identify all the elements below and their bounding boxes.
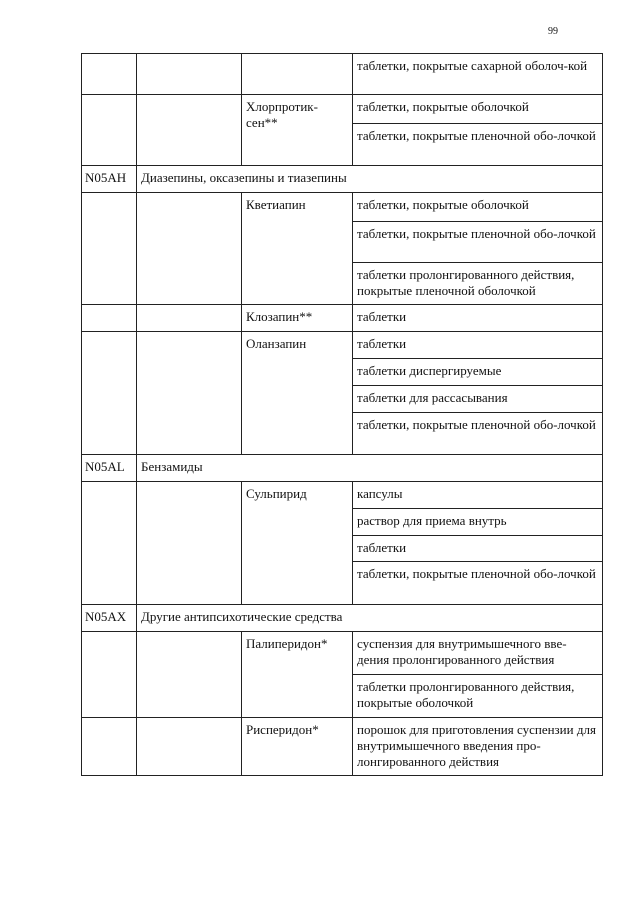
table-row	[82, 95, 603, 124]
group-title-cell: Другие антипсихотические средства	[137, 605, 603, 632]
atc-code-cell: N05AH	[82, 166, 137, 193]
atc-code-cell: N05AL	[82, 455, 137, 482]
drug-name-cell: Палиперидон*	[242, 632, 353, 718]
atc-code-cell	[82, 193, 137, 305]
dosage-form-cell: капсулы	[353, 482, 603, 509]
dosage-form-cell: раствор для приема внутрь	[353, 509, 603, 536]
drug-name-cell: Хлорпротик-сен**	[242, 95, 353, 166]
table-section-row	[82, 605, 603, 632]
dosage-form-cell: таблетки, покрытые пленочной обо-лочкой	[353, 124, 603, 166]
table-row	[82, 305, 603, 332]
atc-code-cell	[82, 332, 137, 455]
group-cell	[137, 95, 242, 166]
dosage-form-cell: таблетки	[353, 332, 603, 359]
atc-code-cell: N05AX	[82, 605, 137, 632]
drug-name-cell: Оланзапин	[242, 332, 353, 455]
group-cell	[137, 193, 242, 305]
group-cell	[137, 718, 242, 776]
drug-name-cell: Рисперидон*	[242, 718, 353, 776]
table-row	[82, 54, 603, 95]
table-row	[82, 482, 603, 509]
group-title-cell: Диазепины, оксазепины и тиазепины	[137, 166, 603, 193]
drug-name-cell: Клозапин**	[242, 305, 353, 332]
table-row	[82, 193, 603, 222]
dosage-form-cell: суспензия для внутримышечного вве-дения пролонгированного действия	[353, 632, 603, 675]
group-cell	[137, 482, 242, 605]
group-cell	[137, 632, 242, 718]
dosage-form-cell: таблетки пролонгированного действия, покрытые пленочной оболочкой	[353, 263, 603, 305]
dosage-form-cell: таблетки для рассасывания	[353, 386, 603, 413]
dosage-form-cell: таблетки, покрытые сахарной оболоч-кой	[353, 54, 603, 95]
table-row	[82, 718, 603, 776]
dosage-form-cell: таблетки	[353, 536, 603, 562]
atc-code-cell	[82, 54, 137, 95]
atc-code-cell	[82, 632, 137, 718]
dosage-form-cell: таблетки пролонгированного действия, покрытые оболочкой	[353, 675, 603, 718]
dosage-form-cell: таблетки, покрытые пленочной обо-лочкой	[353, 413, 603, 455]
dosage-form-cell: таблетки, покрытые оболочкой	[353, 193, 603, 222]
atc-code-cell	[82, 95, 137, 166]
drug-name-cell: Кветиапин	[242, 193, 353, 305]
page-number: 99	[548, 26, 558, 37]
table-row	[82, 332, 603, 359]
group-title-cell: Бензамиды	[137, 455, 603, 482]
drug-name-cell	[242, 54, 353, 95]
group-cell	[137, 332, 242, 455]
atc-code-cell	[82, 718, 137, 776]
atc-code-cell	[82, 305, 137, 332]
dosage-form-cell: таблетки, покрытые пленочной обо-лочкой	[353, 222, 603, 263]
table-row	[82, 632, 603, 675]
dosage-form-cell: таблетки, покрытые оболочкой	[353, 95, 603, 124]
drug-name-cell: Сульпирид	[242, 482, 353, 605]
dosage-form-cell: порошок для приготовления суспензии для внутримышечного введения про-лонгированного действия	[353, 718, 603, 776]
dosage-form-cell: таблетки диспергируемые	[353, 359, 603, 386]
group-cell	[137, 54, 242, 95]
dosage-form-cell: таблетки, покрытые пленочной обо-лочкой	[353, 562, 603, 605]
table-section-row	[82, 455, 603, 482]
drug-table	[81, 53, 603, 776]
dosage-form-cell: таблетки	[353, 305, 603, 332]
table-section-row	[82, 166, 603, 193]
atc-code-cell	[82, 482, 137, 605]
group-cell	[137, 305, 242, 332]
